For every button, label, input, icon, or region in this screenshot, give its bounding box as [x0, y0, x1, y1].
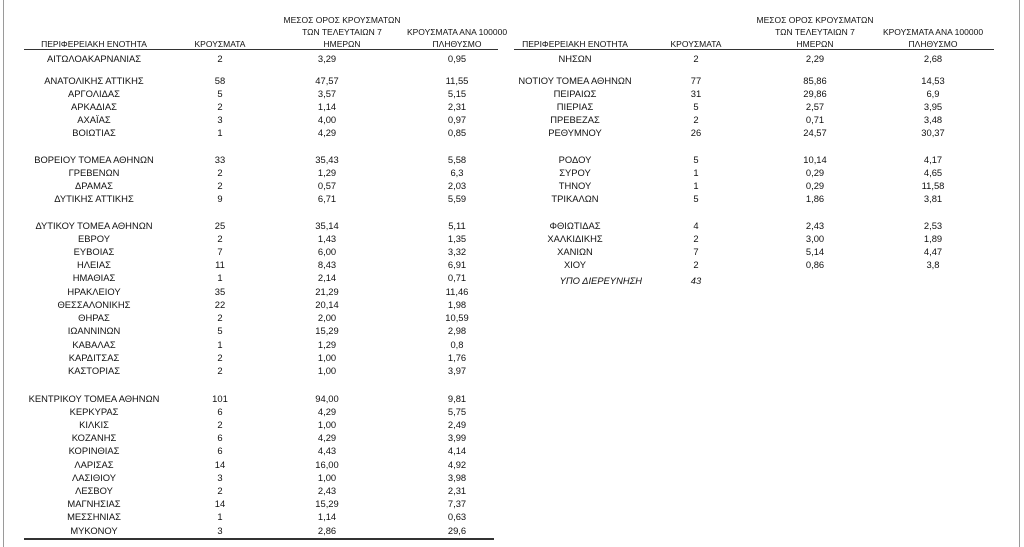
left-region-cell: ΑΙΤΩΛΟΑΚΑΡΝΑΝΙΑΣ — [46, 53, 142, 64]
right-cases-cell: 1 — [693, 167, 699, 178]
left-cases-cell: 101 — [212, 393, 228, 404]
left-cases-cell: 6 — [217, 406, 223, 417]
left-cases-cell: 14 — [214, 459, 226, 470]
left-per100k-cell: 7,37 — [447, 498, 467, 509]
left-cases-cell: 11 — [215, 259, 225, 270]
right-per100k-cell: 3,95 — [923, 101, 943, 112]
left-cases-cell: 6 — [217, 445, 223, 456]
left-avg7-cell: 4,29 — [317, 432, 337, 443]
right-cases-cell: 2 — [693, 259, 699, 270]
right-cases-cell: 2 — [693, 233, 699, 244]
right-avg7-cell: 85,86 — [803, 75, 827, 86]
header-per100k-right-1: ΚΡΟΥΣΜΑΤΑ ΑΝΑ 100000 — [882, 27, 984, 37]
right-region-cell: ΤΗΝΟΥ — [558, 180, 592, 191]
left-per100k-cell: 1,76 — [447, 352, 467, 363]
header-per100k-right-2: ΠΛΗΘΥΣΜΟ — [908, 39, 958, 49]
left-per100k-cell: 5,15 — [447, 88, 467, 99]
left-per100k-cell: 6,3 — [450, 167, 464, 178]
left-cases-cell: 3 — [217, 472, 223, 483]
left-cases-cell: 2 — [217, 233, 223, 244]
left-avg7-cell: 15,29 — [315, 325, 339, 336]
left-per100k-cell: 3,97 — [447, 365, 467, 376]
left-avg7-cell: 2,43 — [317, 485, 337, 496]
left-avg7-cell: 4,29 — [317, 127, 337, 138]
left-avg7-cell: 2,00 — [317, 312, 337, 323]
left-region-cell: ΚΟΡΙΝΘΙΑΣ — [68, 445, 120, 456]
left-avg7-cell: 1,14 — [317, 101, 337, 112]
right-region-cell: ΠΙΕΡΙΑΣ — [556, 101, 594, 112]
left-region-cell: ΚΑΣΤΟΡΙΑΣ — [67, 365, 121, 376]
left-region-cell: ΑΡΚΑΔΙΑΣ — [71, 101, 117, 112]
left-per100k-cell: 2,31 — [447, 485, 467, 496]
right-avg7-cell: 0,29 — [805, 167, 825, 178]
right-per100k-cell: 1,89 — [923, 233, 943, 244]
left-per100k-cell: 0,85 — [447, 127, 467, 138]
left-cases-cell: 1 — [217, 511, 223, 522]
left-cases-cell: 3 — [217, 525, 223, 536]
left-cases-cell: 35 — [214, 286, 226, 297]
left-per100k-cell: 3,98 — [447, 472, 467, 483]
left-per100k-cell: 0,8 — [450, 339, 464, 350]
right-region-cell: ΝΗΣΩΝ — [558, 53, 592, 64]
left-avg7-cell: 94,00 — [315, 393, 339, 404]
left-avg7-cell: 1,29 — [317, 167, 337, 178]
left-avg7-cell: 3,29 — [317, 53, 337, 64]
left-region-cell: ΛΑΣΙΘΙΟΥ — [71, 472, 117, 483]
left-cases-cell: 2 — [217, 485, 223, 496]
left-region-cell: ΚΑΒΑΛΑΣ — [72, 339, 116, 350]
right-cases-cell: 2 — [693, 53, 699, 64]
left-per100k-cell: 0,71 — [447, 272, 467, 283]
right-avg7-cell: 0,86 — [805, 259, 825, 270]
left-region-cell: ΑΡΓΟΛΙΔΑΣ — [68, 88, 120, 99]
left-cases-cell: 1 — [217, 127, 223, 138]
left-avg7-cell: 6,00 — [317, 246, 337, 257]
left-cases-cell: 2 — [217, 312, 223, 323]
left-avg7-cell: 1,14 — [317, 511, 337, 522]
left-region-cell: ΔΥΤΙΚΟΥ ΤΟΜΕΑ ΑΘΗΝΩΝ — [35, 220, 153, 231]
right-cases-cell: 4 — [693, 220, 699, 231]
right-cases-cell: 1 — [693, 180, 699, 191]
right-per100k-cell: 4,65 — [923, 167, 943, 178]
left-per100k-cell: 11,55 — [445, 75, 469, 86]
left-per100k-cell: 5,11 — [448, 220, 466, 231]
left-avg7-cell: 21,29 — [315, 286, 339, 297]
left-region-cell: ΒΟΙΩΤΙΑΣ — [72, 127, 116, 138]
right-cases-cell: 5 — [693, 193, 699, 204]
left-cases-cell: 25 — [214, 220, 226, 231]
left-cases-cell: 3 — [217, 114, 223, 125]
right-region-cell: ΧΙΟΥ — [563, 259, 587, 270]
header-per100k-left-1: ΚΡΟΥΣΜΑΤΑ ΑΝΑ 100000 — [406, 27, 508, 37]
left-avg7-cell: 3,57 — [317, 88, 337, 99]
right-region-cell: ΧΑΝΙΩΝ — [557, 246, 593, 257]
right-avg7-cell: 0,29 — [805, 180, 825, 191]
header-avg-right-2: ΤΩΝ ΤΕΛΕΥΤΑΙΩΝ 7 — [775, 27, 855, 37]
left-avg7-cell: 35,43 — [315, 154, 339, 165]
left-cases-cell: 2 — [217, 352, 223, 363]
left-avg7-cell: 47,57 — [315, 75, 339, 86]
under-investigation-cases: 43 — [690, 275, 702, 286]
left-per100k-cell: 4,14 — [447, 445, 467, 456]
right-cases-cell: 5 — [693, 154, 699, 165]
left-cases-cell: 58 — [214, 75, 226, 86]
right-avg7-cell: 2,57 — [805, 101, 825, 112]
left-cases-cell: 14 — [214, 498, 226, 509]
right-per100k-cell: 2,53 — [923, 220, 943, 231]
header-per100k-left-2: ΠΛΗΘΥΣΜΟ — [432, 39, 482, 49]
left-avg7-cell: 15,29 — [315, 498, 339, 509]
left-per100k-cell: 0,97 — [447, 114, 467, 125]
left-border-line — [3, 0, 4, 547]
left-per100k-cell: 1,98 — [447, 299, 467, 310]
left-avg7-cell: 0,57 — [317, 180, 337, 191]
right-avg7-cell: 29,86 — [803, 88, 827, 99]
left-region-cell: ΘΗΡΑΣ — [78, 312, 110, 323]
right-avg7-cell: 0,71 — [805, 114, 825, 125]
left-region-cell: ΑΧΑΪΑΣ — [77, 114, 111, 125]
left-per100k-cell: 6,91 — [447, 259, 467, 270]
left-cases-cell: 2 — [217, 167, 223, 178]
right-avg7-cell: 1,86 — [805, 193, 825, 204]
left-cases-cell: 1 — [217, 272, 223, 283]
header-avg-left-3: ΗΜΕΡΩΝ — [323, 39, 361, 49]
header-avg-right-3: ΗΜΕΡΩΝ — [796, 39, 834, 49]
left-region-cell: ΜΕΣΣΗΝΙΑΣ — [67, 511, 121, 522]
left-avg7-cell: 1,00 — [317, 352, 337, 363]
left-cases-cell: 2 — [217, 53, 223, 64]
right-per100k-cell: 14,53 — [921, 75, 945, 86]
top-header-rule-right — [514, 49, 994, 50]
right-per100k-cell: 3,81 — [923, 193, 943, 204]
right-region-cell: ΡΟΔΟΥ — [558, 154, 592, 165]
left-region-cell: ΛΕΣΒΟΥ — [75, 485, 113, 496]
left-avg7-cell: 1,43 — [317, 233, 337, 244]
right-avg7-cell: 3,00 — [805, 233, 825, 244]
left-per100k-cell: 2,98 — [447, 325, 467, 336]
left-avg7-cell: 2,86 — [317, 525, 337, 536]
left-per100k-cell: 4,92 — [447, 459, 467, 470]
left-avg7-cell: 6,71 — [317, 193, 337, 204]
left-region-cell: ΚΟΖΑΝΗΣ — [71, 432, 117, 443]
left-cases-cell: 22 — [214, 299, 226, 310]
left-region-cell: ΕΒΡΟΥ — [77, 233, 110, 244]
right-cases-cell: 7 — [693, 246, 699, 257]
left-cases-cell: 9 — [217, 193, 223, 204]
right-per100k-cell: 3,48 — [923, 114, 943, 125]
right-border-line — [1019, 0, 1020, 547]
right-per100k-cell: 3,8 — [926, 259, 940, 270]
left-region-cell: ΜΑΓΝΗΣΙΑΣ — [67, 498, 121, 509]
left-per100k-cell: 9,81 — [447, 393, 467, 404]
right-avg7-cell: 10,14 — [803, 154, 827, 165]
right-region-cell: ΝΟΤΙΟΥ ΤΟΜΕΑ ΑΘΗΝΩΝ — [518, 75, 632, 86]
left-avg7-cell: 4,00 — [317, 114, 337, 125]
left-avg7-cell: 4,43 — [317, 445, 337, 456]
left-avg7-cell: 4,29 — [317, 406, 337, 417]
left-per100k-cell: 2,03 — [447, 180, 467, 191]
left-region-cell: ΕΥΒΟΙΑΣ — [73, 246, 115, 257]
right-avg7-cell: 2,43 — [805, 220, 825, 231]
right-region-cell: ΧΑΛΚΙΔΙΚΗΣ — [547, 233, 603, 244]
left-region-cell: ΛΑΡΙΣΑΣ — [74, 459, 114, 470]
right-avg7-cell: 5,14 — [805, 246, 825, 257]
left-region-cell: ΗΡΑΚΛΕΙΟΥ — [67, 286, 121, 297]
bottom-rule — [24, 538, 494, 540]
right-region-cell: ΠΕΙΡΑΙΩΣ — [553, 88, 597, 99]
right-region-cell: ΡΕΘΥΜΝΟΥ — [548, 127, 602, 138]
header-region-left: ΠΕΡΙΦΕΡΕΙΑΚΗ ΕΝΟΤΗΤΑ — [41, 39, 147, 49]
left-avg7-cell: 2,14 — [317, 272, 337, 283]
under-investigation-label: ΥΠΟ ΔΙΕΡΕΥΝΗΣΗ — [559, 275, 642, 286]
left-cases-cell: 2 — [217, 101, 223, 112]
left-per100k-cell: 0,95 — [447, 53, 467, 64]
left-region-cell: ΗΛΕΙΑΣ — [77, 259, 111, 270]
right-cases-cell: 31 — [690, 88, 702, 99]
left-region-cell: ΚΕΡΚΥΡΑΣ — [69, 406, 119, 417]
right-cases-cell: 26 — [690, 127, 702, 138]
left-avg7-cell: 8,43 — [317, 259, 337, 270]
left-region-cell: ΔΡΑΜΑΣ — [75, 180, 113, 191]
left-cases-cell: 5 — [217, 88, 223, 99]
right-cases-cell: 5 — [693, 101, 699, 112]
header-cases-left: ΚΡΟΥΣΜΑΤΑ — [194, 39, 246, 49]
right-region-cell: ΤΡΙΚΑΛΩΝ — [551, 193, 599, 204]
right-cases-cell: 77 — [690, 75, 702, 86]
left-per100k-cell: 5,75 — [447, 406, 467, 417]
left-per100k-cell: 0,63 — [447, 511, 467, 522]
left-per100k-cell: 3,99 — [447, 432, 467, 443]
right-avg7-cell: 24,57 — [803, 127, 827, 138]
left-avg7-cell: 1,00 — [317, 419, 337, 430]
right-region-cell: ΣΥΡΟΥ — [559, 167, 591, 178]
left-region-cell: ΘΕΣΣΑΛΟΝΙΚΗΣ — [57, 299, 131, 310]
right-per100k-cell: 30,37 — [921, 127, 945, 138]
right-per100k-cell: 11,58 — [921, 180, 945, 191]
left-per100k-cell: 2,49 — [447, 419, 467, 430]
left-per100k-cell: 3,32 — [447, 246, 467, 257]
left-cases-cell: 2 — [217, 180, 223, 191]
right-region-cell: ΠΡΕΒΕΖΑΣ — [550, 114, 600, 125]
right-cases-cell: 2 — [693, 114, 699, 125]
left-region-cell: ΑΝΑΤΟΛΙΚΗΣ ΑΤΤΙΚΗΣ — [44, 75, 144, 86]
left-per100k-cell: 1,35 — [447, 233, 467, 244]
right-region-cell: ΦΘΙΩΤΙΔΑΣ — [549, 220, 601, 231]
left-per100k-cell: 29,6 — [447, 525, 467, 536]
right-per100k-cell: 2,68 — [923, 53, 943, 64]
left-avg7-cell: 35,14 — [315, 220, 339, 231]
left-cases-cell: 33 — [214, 154, 226, 165]
left-region-cell: ΓΡΕΒΕΝΩΝ — [68, 167, 120, 178]
left-avg7-cell: 1,00 — [317, 472, 337, 483]
left-cases-cell: 2 — [217, 365, 223, 376]
left-region-cell: ΙΩΑΝΝΙΝΩΝ — [67, 325, 121, 336]
left-avg7-cell: 1,29 — [317, 339, 337, 350]
left-avg7-cell: 16,00 — [315, 459, 339, 470]
header-cases-right: ΚΡΟΥΣΜΑΤΑ — [670, 39, 722, 49]
left-region-cell: ΚΑΡΔΙΤΣΑΣ — [68, 352, 120, 363]
left-region-cell: ΗΜΑΘΙΑΣ — [72, 272, 116, 283]
left-cases-cell: 7 — [217, 246, 223, 257]
right-per100k-cell: 4,17 — [923, 154, 943, 165]
left-cases-cell: 5 — [217, 325, 223, 336]
header-avg-left-2: ΤΩΝ ΤΕΛΕΥΤΑΙΩΝ 7 — [302, 27, 382, 37]
left-per100k-cell: 11,46 — [445, 286, 469, 297]
left-region-cell: ΔΥΤΙΚΗΣ ΑΤΤΙΚΗΣ — [54, 193, 134, 204]
header-avg-right-1: ΜΕΣΟΣ ΟΡΟΣ ΚΡΟΥΣΜΑΤΩΝ — [756, 15, 874, 25]
left-region-cell: ΜΥΚΟΝΟΥ — [70, 525, 118, 536]
left-per100k-cell: 2,31 — [447, 101, 467, 112]
left-per100k-cell: 5,59 — [447, 193, 467, 204]
left-region-cell: ΚΙΛΚΙΣ — [79, 419, 109, 430]
left-region-cell: ΒΟΡΕΙΟΥ ΤΟΜΕΑ ΑΘΗΝΩΝ — [34, 154, 154, 165]
left-cases-cell: 1 — [217, 339, 223, 350]
right-avg7-cell: 2,29 — [805, 53, 825, 64]
left-cases-cell: 6 — [217, 432, 223, 443]
left-per100k-cell: 5,58 — [447, 154, 467, 165]
right-per100k-cell: 4,47 — [923, 246, 943, 257]
left-region-cell: ΚΕΝΤΡΙΚΟΥ ΤΟΜΕΑ ΑΘΗΝΩΝ — [28, 393, 160, 404]
right-per100k-cell: 6,9 — [926, 88, 940, 99]
header-region-right: ΠΕΡΙΦΕΡΕΙΑΚΗ ΕΝΟΤΗΤΑ — [522, 39, 628, 49]
header-avg-left-1: ΜΕΣΟΣ ΟΡΟΣ ΚΡΟΥΣΜΑΤΩΝ — [283, 15, 401, 25]
left-per100k-cell: 10,59 — [445, 312, 469, 323]
left-cases-cell: 2 — [217, 419, 223, 430]
top-header-rule — [24, 49, 498, 50]
left-avg7-cell: 20,14 — [315, 299, 339, 310]
left-avg7-cell: 1,00 — [317, 365, 337, 376]
